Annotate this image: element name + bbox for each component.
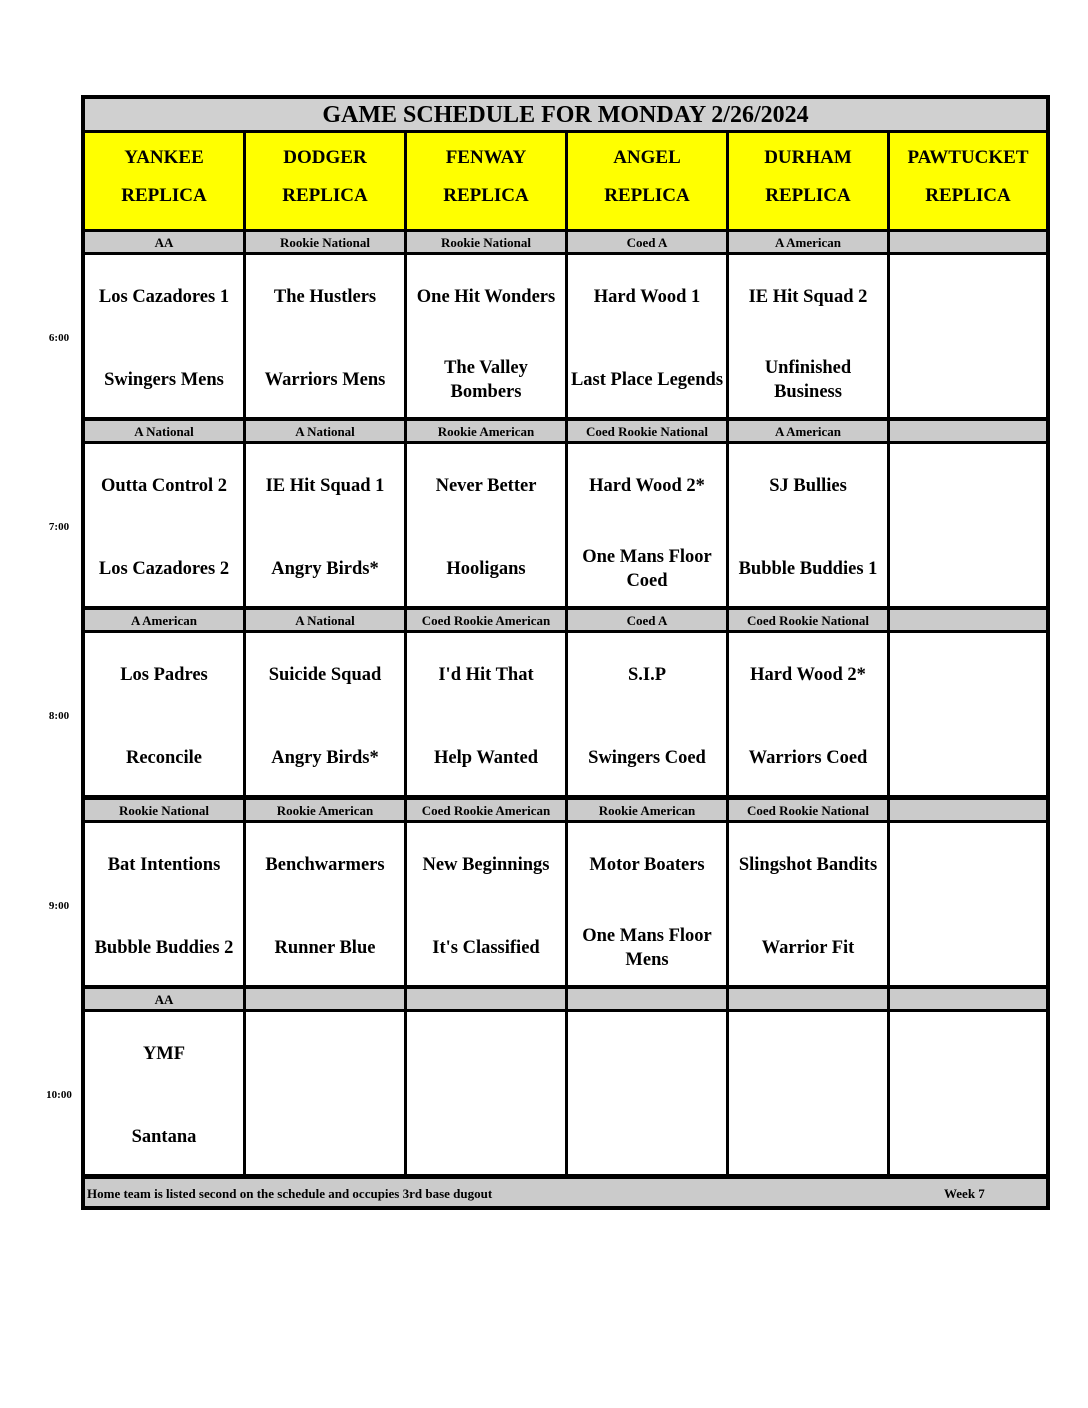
home-team: Angry Birds*: [271, 559, 379, 579]
home-team: Warrior Fit: [761, 938, 855, 958]
division-label: Coed Rookie National: [729, 800, 887, 820]
field-name: DURHAM: [764, 147, 852, 168]
division-label: AA: [85, 989, 243, 1009]
game-cell: [568, 255, 726, 417]
away-team: One Hit Wonders: [416, 287, 556, 307]
home-team: Reconcile: [125, 748, 203, 768]
away-team: Hard Wood 2*: [750, 665, 866, 685]
away-team: [731, 1026, 885, 1082]
game-cell: [890, 255, 1046, 417]
home-team: Last Place Legends: [570, 370, 724, 390]
game-cell: [407, 255, 565, 417]
field-subtitle: REPLICA: [925, 185, 1011, 206]
away-team: [570, 1026, 724, 1082]
home-team: Los Cazadores 2: [98, 559, 230, 579]
division-label: Coed Rookie National: [729, 610, 887, 630]
field-name: ANGEL: [613, 147, 681, 168]
game-cell: [568, 823, 726, 985]
field-header: [729, 133, 887, 229]
home-team: Bubble Buddies 2: [94, 938, 234, 958]
field-name: DODGER: [283, 147, 367, 168]
field-subtitle: REPLICA: [604, 185, 690, 206]
division-label: Rookie American: [246, 800, 404, 820]
game-cell: [729, 444, 887, 606]
away-team: S.I.P: [627, 665, 667, 685]
division-label: A National: [246, 421, 404, 441]
away-team: SJ Bullies: [769, 476, 847, 496]
away-team: [892, 458, 1044, 514]
away-team: IE Hit Squad 2: [748, 287, 868, 307]
game-cell: [85, 1012, 243, 1174]
away-team: Los Cazadores 1: [98, 287, 230, 307]
game-cell: [246, 823, 404, 985]
away-team: [409, 1026, 563, 1082]
home-team-note: Home team is listed second on the schedule and occupies 3rd base dugout: [87, 1186, 493, 1201]
game-cell: [85, 255, 243, 417]
home-team: [892, 352, 1044, 408]
home-team: Unfinished Business: [764, 358, 852, 402]
game-cell: [246, 633, 404, 795]
away-team: Never Better: [435, 476, 537, 496]
schedule-title: GAME SCHEDULE FOR MONDAY 2/26/2024: [85, 99, 1046, 130]
home-team: [892, 920, 1044, 976]
game-cell: [890, 823, 1046, 985]
division-label: Rookie National: [85, 800, 243, 820]
away-team: New Beginnings: [422, 855, 550, 875]
field-subtitle: REPLICA: [765, 185, 851, 206]
game-cell: [568, 1012, 726, 1174]
home-team: [248, 1109, 402, 1165]
home-team: Help Wanted: [434, 748, 538, 768]
away-team: [892, 837, 1044, 893]
game-cell: [407, 444, 565, 606]
division-label: [246, 989, 404, 1009]
game-cell: [85, 444, 243, 606]
home-team: [892, 730, 1044, 786]
home-team: It's Classified: [432, 938, 540, 958]
division-label: [890, 232, 1046, 252]
away-team: IE Hit Squad 1: [265, 476, 385, 496]
division-label: A American: [729, 421, 887, 441]
away-team: Los Padres: [120, 665, 208, 685]
away-team: Motor Boaters: [589, 855, 705, 875]
field-subtitle: REPLICA: [282, 185, 368, 206]
game-cell: [890, 633, 1046, 795]
game-cell: [890, 444, 1046, 606]
field-header: [407, 133, 565, 229]
home-team: [731, 1109, 885, 1165]
game-cell: [729, 255, 887, 417]
game-cell: [568, 444, 726, 606]
division-label: A National: [85, 421, 243, 441]
away-team: [892, 647, 1044, 703]
division-label: A American: [85, 610, 243, 630]
game-cell: [729, 633, 887, 795]
home-team: One Mans Floor Mens: [582, 926, 712, 970]
field-header: [246, 133, 404, 229]
schedule-table: [81, 95, 1050, 1210]
away-team: Bat Intentions: [107, 855, 221, 875]
time-slot-label: 7:00: [48, 521, 70, 533]
away-team: [892, 269, 1044, 325]
division-label: Coed Rookie American: [407, 610, 565, 630]
home-team: [892, 541, 1044, 597]
time-slot-label: 9:00: [48, 900, 70, 912]
home-team: Runner Blue: [274, 938, 376, 958]
field-name: PAWTUCKET: [907, 147, 1029, 168]
home-team: Hooligans: [446, 559, 526, 579]
game-cell: [890, 1012, 1046, 1174]
home-team: The Valley Bombers: [444, 358, 528, 402]
home-team: Warriors Coed: [748, 748, 868, 768]
division-label: Rookie American: [568, 800, 726, 820]
game-cell: [568, 633, 726, 795]
week-label: Week 7: [944, 1186, 985, 1201]
away-team: Benchwarmers: [265, 855, 385, 875]
game-cell: [407, 633, 565, 795]
field-subtitle: REPLICA: [443, 185, 529, 206]
division-label: A American: [729, 232, 887, 252]
home-team: Santana: [131, 1127, 197, 1147]
home-team: Angry Birds*: [271, 748, 379, 768]
field-header: [890, 133, 1046, 229]
away-team: Suicide Squad: [268, 665, 382, 685]
time-slot-label: 8:00: [48, 710, 70, 722]
field-header: [568, 133, 726, 229]
game-cell: [246, 1012, 404, 1174]
home-team: [892, 1109, 1044, 1165]
home-team: Swingers Coed: [588, 748, 706, 768]
game-cell: [729, 1012, 887, 1174]
away-team: Slingshot Bandits: [738, 855, 878, 875]
home-team: Warriors Mens: [264, 370, 386, 390]
division-label: Rookie National: [407, 232, 565, 252]
away-team: The Hustlers: [273, 287, 377, 307]
division-label: A National: [246, 610, 404, 630]
home-team: Swingers Mens: [104, 370, 224, 390]
time-slot-label: 6:00: [48, 332, 70, 344]
away-team: [248, 1026, 402, 1082]
game-cell: [729, 823, 887, 985]
game-cell: [85, 823, 243, 985]
division-label: [890, 610, 1046, 630]
game-cell: [246, 255, 404, 417]
division-label: [729, 989, 887, 1009]
division-label: Coed A: [568, 232, 726, 252]
division-label: Rookie National: [246, 232, 404, 252]
field-name: YANKEE: [124, 147, 204, 168]
game-cell: [246, 444, 404, 606]
division-label: [890, 989, 1046, 1009]
division-label: Coed A: [568, 610, 726, 630]
division-label: [407, 989, 565, 1009]
division-label: [890, 421, 1046, 441]
field-subtitle: REPLICA: [121, 185, 207, 206]
division-label: [568, 989, 726, 1009]
home-team: [409, 1109, 563, 1165]
division-label: [890, 800, 1046, 820]
away-team: Hard Wood 1: [593, 287, 701, 307]
division-label: Coed Rookie American: [407, 800, 565, 820]
away-team: I'd Hit That: [438, 665, 534, 685]
game-cell: [407, 823, 565, 985]
field-header: [85, 133, 243, 229]
division-label: Coed Rookie National: [568, 421, 726, 441]
away-team: YMF: [142, 1044, 186, 1064]
schedule-footer: [85, 1179, 1046, 1206]
away-team: [892, 1026, 1044, 1082]
division-label: AA: [85, 232, 243, 252]
home-team: Bubble Buddies 1: [738, 559, 878, 579]
away-team: Outta Control 2: [100, 476, 228, 496]
division-label: Rookie American: [407, 421, 565, 441]
game-cell: [407, 1012, 565, 1174]
away-team: Hard Wood 2*: [589, 476, 705, 496]
field-name: FENWAY: [445, 147, 527, 168]
home-team: One Mans Floor Coed: [582, 547, 712, 591]
home-team: [570, 1109, 724, 1165]
time-slot-label: 10:00: [46, 1089, 72, 1101]
game-cell: [85, 633, 243, 795]
